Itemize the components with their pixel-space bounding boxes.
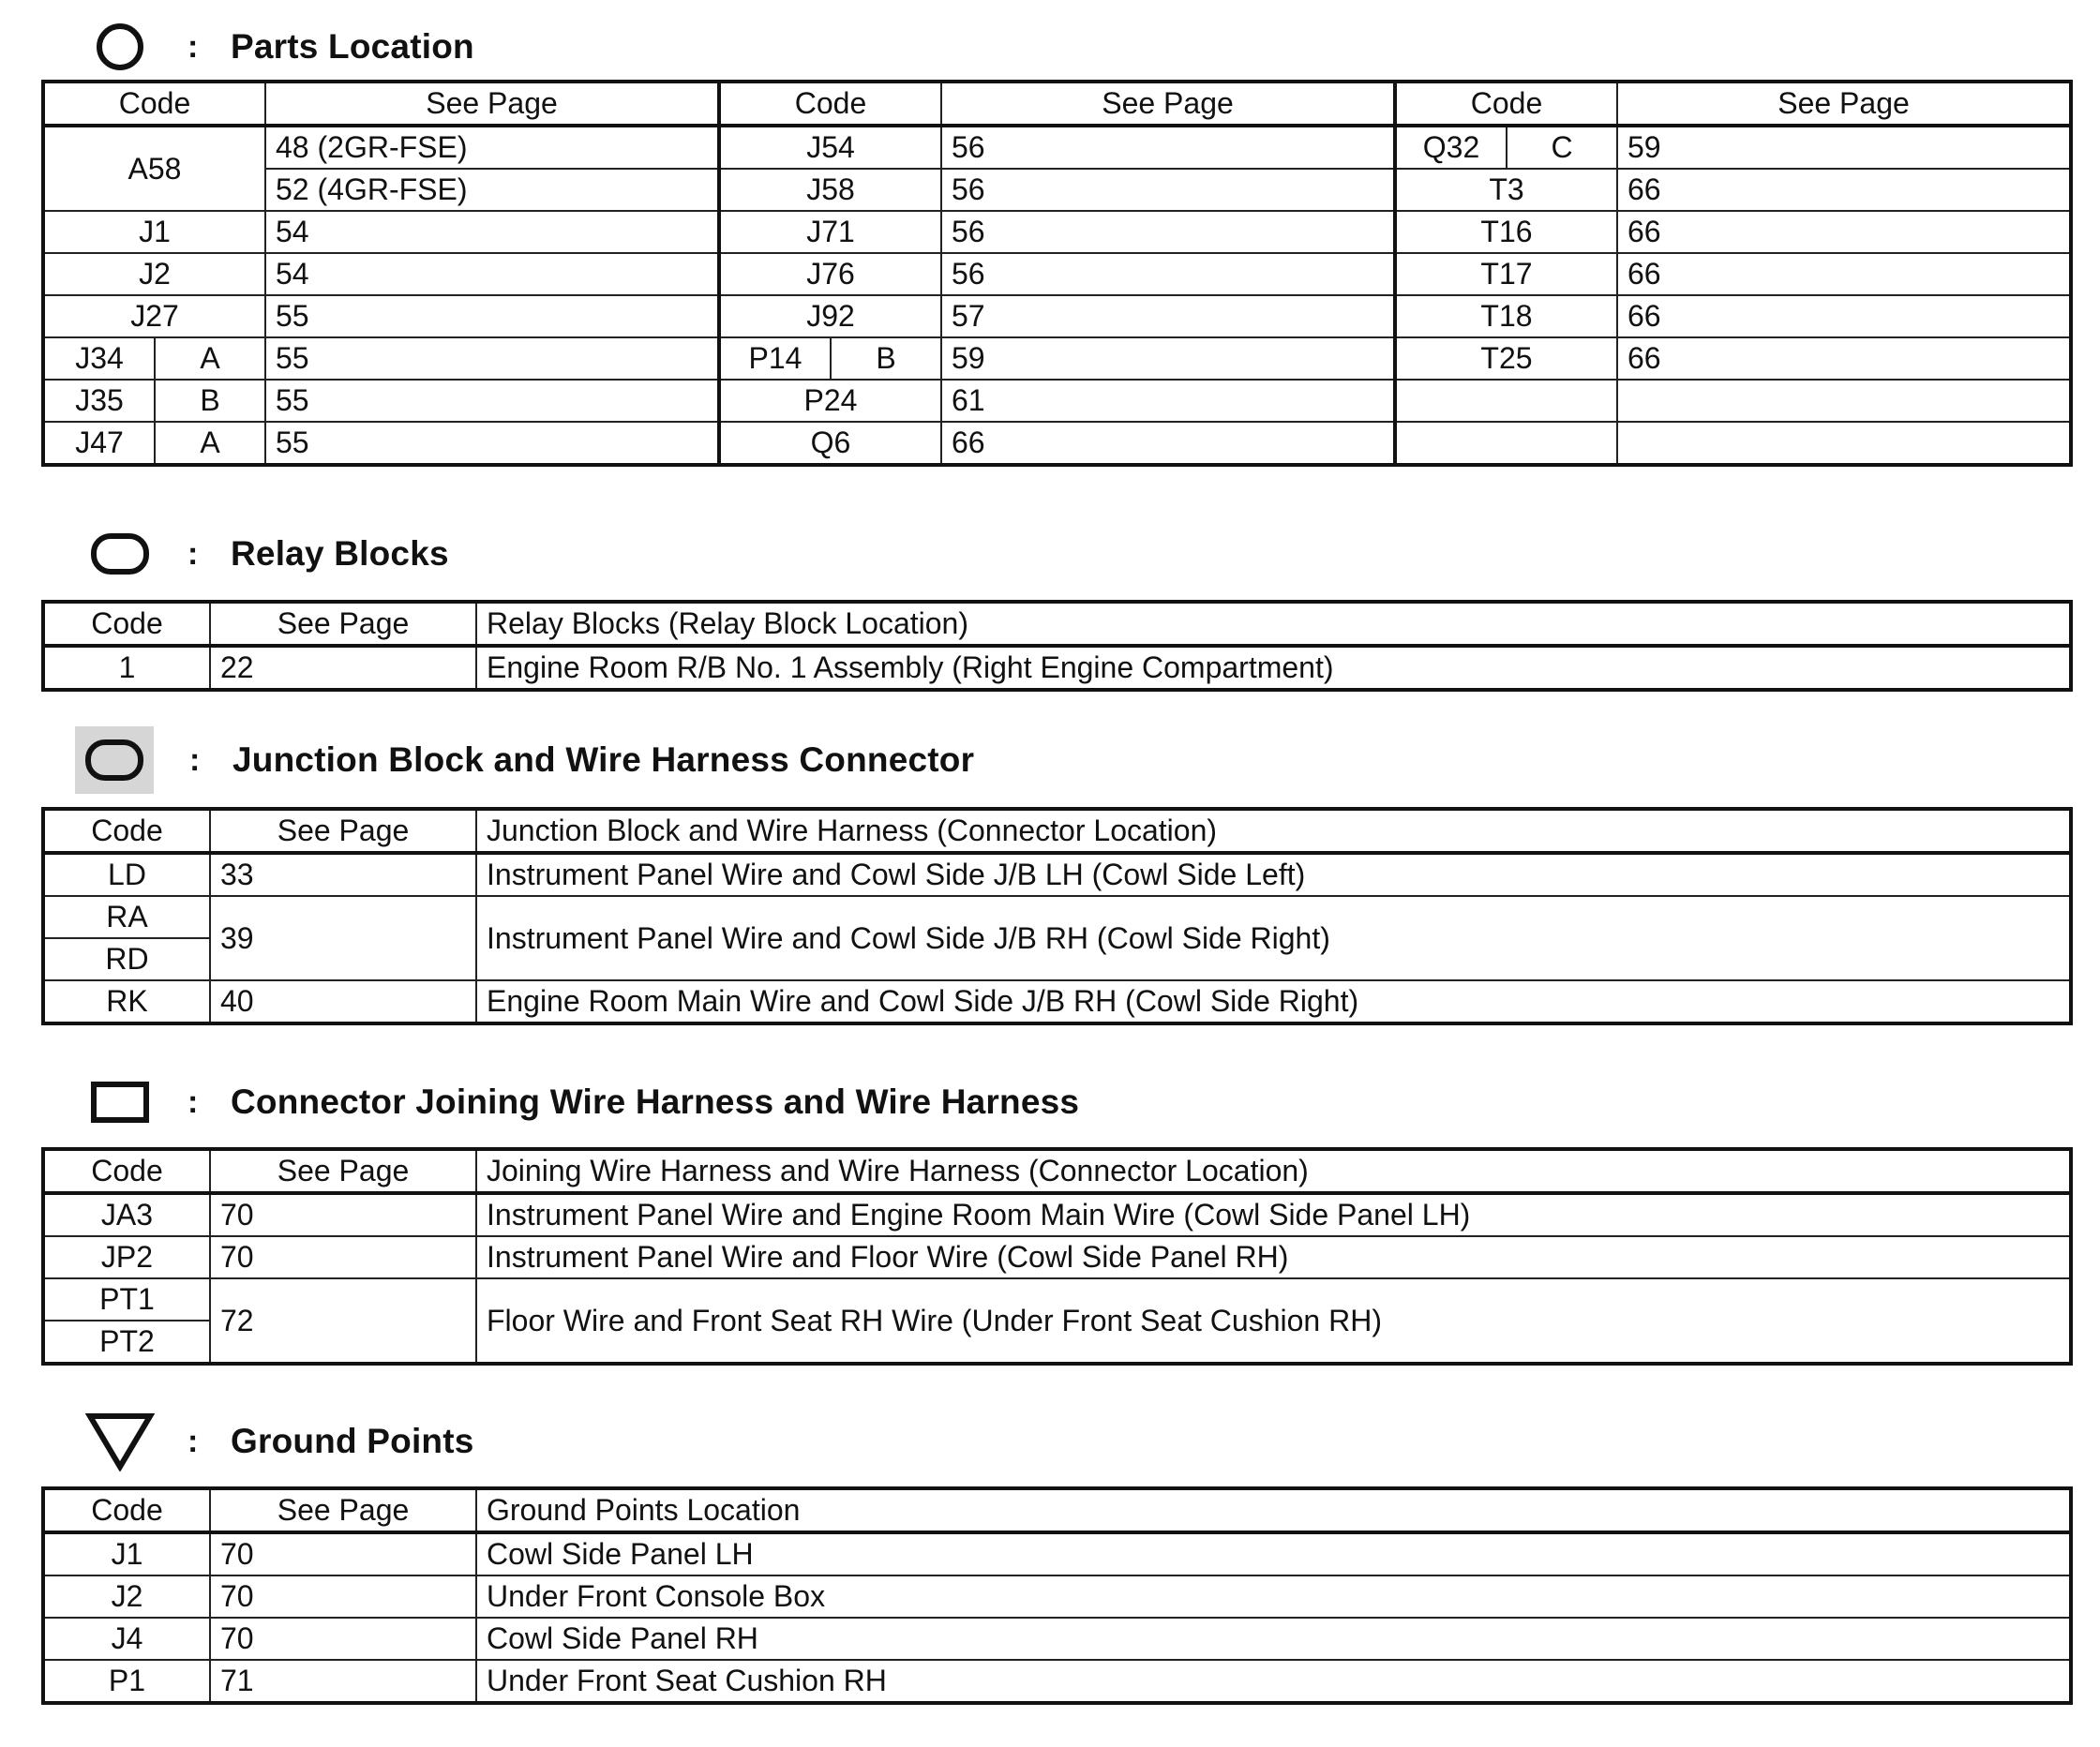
page-cell: 70 (210, 1532, 476, 1575)
rectangle-icon (73, 1069, 167, 1135)
code-cell: LD (43, 853, 210, 896)
code-cell: T16 (1395, 211, 1617, 253)
code-cell: J2 (43, 253, 265, 295)
table-row (43, 295, 2071, 337)
sub-code-cell: B (155, 380, 265, 422)
table-row (43, 1575, 2071, 1618)
empty-cell (1395, 422, 1617, 465)
section-title: Relay Blocks (231, 534, 449, 573)
header-code: Code (43, 809, 210, 853)
page-cell: 54 (265, 211, 719, 253)
page-cell: 71 (210, 1660, 476, 1703)
code-cell: T3 (1395, 169, 1617, 211)
page-cell: 59 (1617, 126, 2071, 169)
page-cell: 48 (2GR-FSE) (265, 126, 719, 169)
code-cell: RK (43, 980, 210, 1023)
empty-cell (1617, 422, 2071, 465)
parts-location-table (41, 80, 2073, 467)
header-see-page: See Page (265, 82, 719, 126)
header-code: Code (43, 1488, 210, 1532)
section-title: Ground Points (231, 1422, 474, 1460)
description-cell: Instrument Panel Wire and Floor Wire (Cowl Side Panel RH) (476, 1236, 2071, 1278)
table-row (43, 853, 2071, 896)
section-title: Parts Location (231, 27, 474, 66)
page-cell: 55 (265, 422, 719, 465)
page-cell: 55 (265, 337, 719, 380)
header-code: Code (43, 1149, 210, 1193)
sub-code-cell: B (831, 337, 941, 380)
table-row (43, 646, 2071, 690)
heading-colon: : (188, 535, 199, 572)
connector-joining-table (41, 1147, 2073, 1366)
page-cell: 55 (265, 380, 719, 422)
description-cell: Engine Room R/B No. 1 Assembly (Right Engine Compartment) (476, 646, 2071, 690)
description-cell: Instrument Panel Wire and Cowl Side J/B LH (Cowl Side Left) (476, 853, 2071, 896)
ground-points-heading (73, 1409, 474, 1474)
page-cell: 40 (210, 980, 476, 1023)
table-row (43, 253, 2071, 295)
sub-code-cell: A (155, 337, 265, 380)
code-cell: J2 (43, 1575, 210, 1618)
description-cell: Engine Room Main Wire and Cowl Side J/B RH (Cowl Side Right) (476, 980, 2071, 1023)
shaded-rounded-rect-icon (75, 726, 154, 794)
code-cell: JA3 (43, 1193, 210, 1236)
page-cell: 66 (1617, 253, 2071, 295)
header-see-page: See Page (210, 602, 476, 646)
page-cell: 39 (210, 896, 476, 980)
code-cell: J92 (719, 295, 941, 337)
page-cell: 54 (265, 253, 719, 295)
junction-block-heading (73, 727, 974, 793)
relay-blocks-table (41, 600, 2073, 692)
code-cell: J35 (43, 380, 155, 422)
header-code: Code (719, 82, 941, 126)
page-cell: 57 (941, 295, 1395, 337)
code-cell: PT2 (43, 1321, 210, 1364)
page-cell: 22 (210, 646, 476, 690)
heading-colon: : (188, 1423, 199, 1459)
page-cell: 56 (941, 169, 1395, 211)
page-cell: 56 (941, 253, 1395, 295)
code-cell: J27 (43, 295, 265, 337)
header-description: Junction Block and Wire Harness (Connector Location) (476, 809, 2071, 853)
section-title: Junction Block and Wire Harness Connector (232, 740, 975, 779)
page-cell: 66 (1617, 295, 2071, 337)
code-cell: RD (43, 938, 210, 980)
header-see-page: See Page (210, 809, 476, 853)
code-cell: JP2 (43, 1236, 210, 1278)
sub-code-cell: C (1507, 126, 1617, 169)
header-code: Code (1395, 82, 1617, 126)
description-cell: Under Front Console Box (476, 1575, 2071, 1618)
code-cell: J47 (43, 422, 155, 465)
empty-cell (1395, 380, 1617, 422)
description-cell: Cowl Side Panel RH (476, 1618, 2071, 1660)
header-see-page: See Page (941, 82, 1395, 126)
header-description: Relay Blocks (Relay Block Location) (476, 602, 2071, 646)
code-cell: P1 (43, 1660, 210, 1703)
table-row (43, 380, 2071, 422)
code-cell: J1 (43, 211, 265, 253)
code-cell: Q32 (1395, 126, 1507, 169)
code-cell: T18 (1395, 295, 1617, 337)
page-cell: 70 (210, 1236, 476, 1278)
ground-points-table (41, 1486, 2073, 1705)
code-cell: T17 (1395, 253, 1617, 295)
page-cell: 56 (941, 126, 1395, 169)
page-cell: 66 (1617, 337, 2071, 380)
description-cell: Under Front Seat Cushion RH (476, 1660, 2071, 1703)
table-row (43, 1236, 2071, 1278)
header-code: Code (43, 82, 265, 126)
page-cell: 52 (4GR-FSE) (265, 169, 719, 211)
header-see-page: See Page (210, 1149, 476, 1193)
heading-colon: : (189, 741, 201, 778)
page-cell: 72 (210, 1278, 476, 1364)
table-row (43, 422, 2071, 465)
table-row (43, 980, 2071, 1023)
page-cell: 70 (210, 1193, 476, 1236)
code-cell: J34 (43, 337, 155, 380)
parts-location-heading (73, 14, 474, 80)
sub-code-cell: A (155, 422, 265, 465)
code-cell: PT1 (43, 1278, 210, 1321)
table-header-row (43, 1149, 2071, 1193)
page-cell: 66 (1617, 211, 2071, 253)
header-see-page: See Page (210, 1488, 476, 1532)
page-cell: 55 (265, 295, 719, 337)
description-cell: Instrument Panel Wire and Engine Room Main Wire (Cowl Side Panel LH) (476, 1193, 2071, 1236)
code-cell: J1 (43, 1532, 210, 1575)
code-cell: Q6 (719, 422, 941, 465)
table-row (43, 337, 2071, 380)
header-see-page: See Page (1617, 82, 2071, 126)
page-cell: 66 (941, 422, 1395, 465)
description-cell: Instrument Panel Wire and Cowl Side J/B RH (Cowl Side Right) (476, 896, 2071, 980)
page-cell: 66 (1617, 169, 2071, 211)
code-cell: J58 (719, 169, 941, 211)
code-cell: J54 (719, 126, 941, 169)
page-cell: 59 (941, 337, 1395, 380)
table-row (43, 1532, 2071, 1575)
table-row (43, 126, 2071, 169)
page-cell: 70 (210, 1618, 476, 1660)
header-description: Joining Wire Harness and Wire Harness (Connector Location) (476, 1149, 2071, 1193)
section-title: Connector Joining Wire Harness and Wire Harness (231, 1083, 1080, 1121)
code-cell: RA (43, 896, 210, 938)
table-row (43, 1193, 2071, 1236)
page-cell: 61 (941, 380, 1395, 422)
table-header-row (43, 809, 2071, 853)
description-cell: Floor Wire and Front Seat RH Wire (Under Front Seat Cushion RH) (476, 1278, 2071, 1364)
code-cell: J4 (43, 1618, 210, 1660)
rounded-rect-icon (73, 521, 167, 587)
empty-cell (1617, 380, 2071, 422)
page-cell: 56 (941, 211, 1395, 253)
code-cell: T25 (1395, 337, 1617, 380)
table-header-row (43, 602, 2071, 646)
connector-joining-heading (73, 1069, 1079, 1135)
code-cell: J71 (719, 211, 941, 253)
table-row (43, 1618, 2071, 1660)
table-header-row (43, 82, 2071, 126)
code-cell: A58 (43, 126, 265, 211)
circle-icon (73, 14, 167, 80)
table-row (43, 896, 2071, 938)
code-cell: J76 (719, 253, 941, 295)
header-code: Code (43, 602, 210, 646)
junction-block-table (41, 807, 2073, 1025)
table-row (43, 1660, 2071, 1703)
table-row (43, 1278, 2071, 1321)
description-cell: Cowl Side Panel LH (476, 1532, 2071, 1575)
code-cell: 1 (43, 646, 210, 690)
down-triangle-icon (73, 1409, 167, 1474)
relay-blocks-heading (73, 521, 449, 587)
table-row (43, 211, 2071, 253)
code-cell: P24 (719, 380, 941, 422)
table-header-row (43, 1488, 2071, 1532)
page-cell: 70 (210, 1575, 476, 1618)
code-cell: P14 (719, 337, 831, 380)
page-cell: 33 (210, 853, 476, 896)
table-row (43, 169, 2071, 211)
header-description: Ground Points Location (476, 1488, 2071, 1532)
heading-colon: : (188, 1083, 199, 1120)
heading-colon: : (188, 28, 199, 65)
